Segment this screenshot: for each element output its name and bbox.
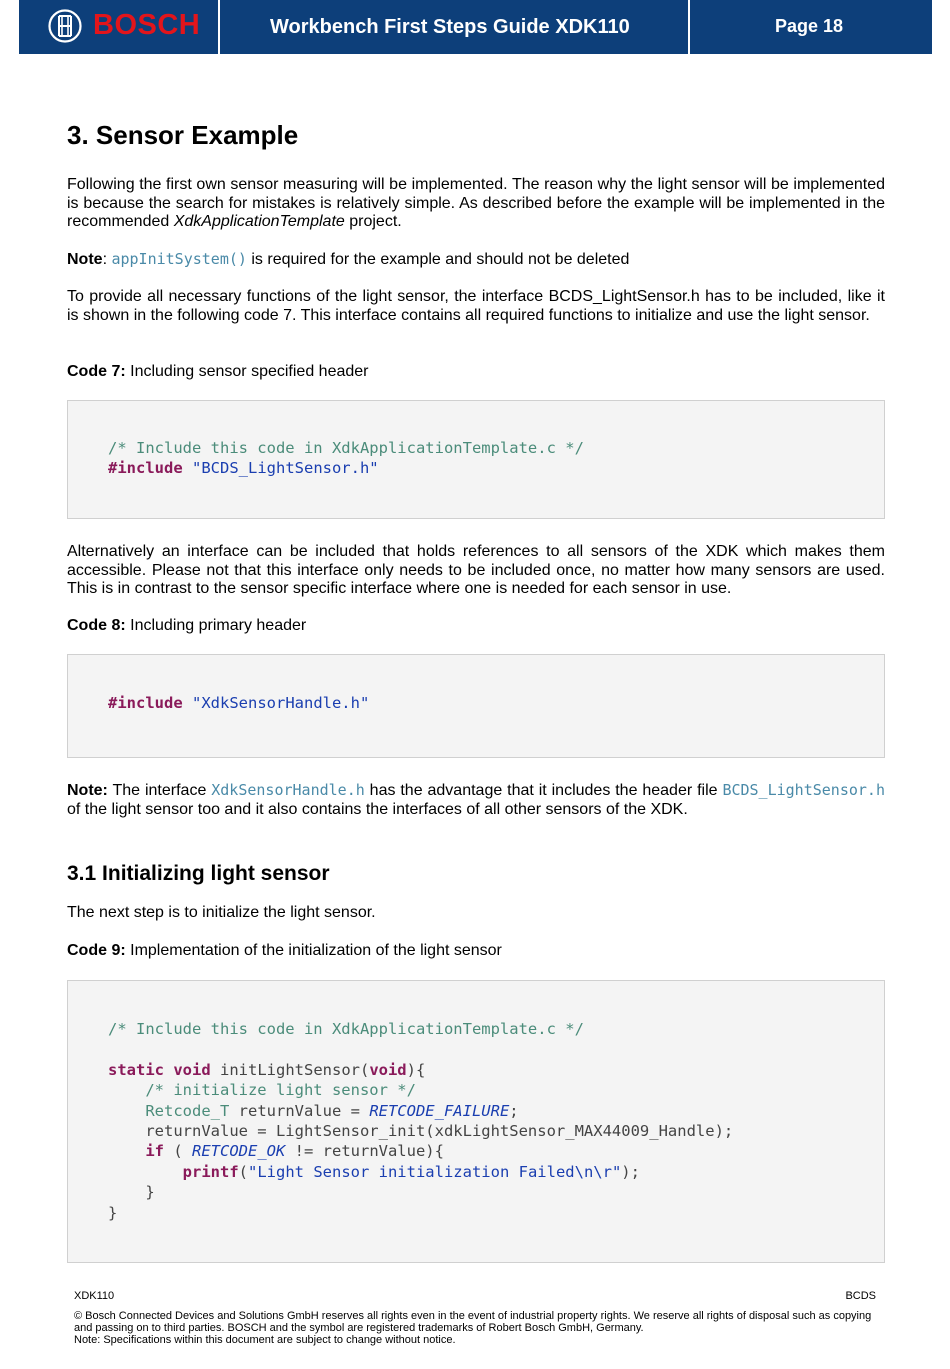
code-keyword: printf [182,1162,239,1181]
code-keyword: void [369,1060,407,1079]
code-constant: RETCODE_FAILURE [369,1101,510,1120]
code8-block [67,654,885,758]
code7-label: Code 7: [67,363,126,380]
code-keyword: static [108,1060,164,1079]
note-text: of the light sensor too and it also contains the interfaces of all other sensors of the XDK. [67,800,688,818]
code-punct: ){ [406,1060,426,1079]
code9-block [67,980,885,1263]
alternative-paragraph [67,543,885,599]
code7-content [108,438,584,479]
document-title: Workbench First Steps Guide XDK110 [270,16,630,38]
alternative-text: Alternatively an interface can be included that holds references to all sensors of the XDK which makes them accessible. Please not that this interface only needs to be included once, no matter how many sensors are used. This is in contrast to the sensor specific interface where one is needed for each sensor in use. [67,543,885,598]
inline-code-sensorhandle: XdkSensorHandle.h [211,781,365,799]
code-string: "Light Sensor initialization Failed\n\r" [248,1162,622,1181]
header-divider [688,0,690,54]
intro-text: Following the first own sensor measuring will be implemented. The reason why the light sensor will be implemented is because the search for mistakes is relatively simple. As described before the example will be implemented in the recommended [67,176,885,231]
code7-caption-text: Including sensor specified header [125,363,369,380]
footer-legal [74,1310,878,1346]
code-comment: /* initialize light sensor */ [145,1081,416,1100]
page-header [19,0,932,54]
interface-text: To provide all necessary functions of the light sensor, the interface BCDS_LightSensor.h has to be included, like it is shown in the following code 7. This interface contains all required functions to initialize and use the light sensor. [67,288,885,324]
code7-caption [67,363,885,382]
code9-label: Code 9: [67,942,126,959]
inline-code-appinit: appInitSystem() [111,250,247,268]
code-punct: } [145,1183,155,1202]
code-punct: ; [509,1101,519,1120]
code-text: returnValue = [229,1101,370,1120]
footer-copyright: © Bosch Connected Devices and Solutions GmbH reserves all rights even in the event of industrial property rights. We reserve all rights of disposal such as copying and passing on to third parties. BOSCH and the symbol are registered trademarks of Robert Bosch GmbH, Germany. [74,1310,872,1334]
code-keyword: #include [108,459,183,478]
note-label: Note: [67,782,108,799]
code-comment: /* Include this code in XdkApplicationTemplate.c */ [108,1020,584,1038]
bosch-logo-icon [48,9,82,43]
section-title: 3. Sensor Example [67,120,299,150]
code8-content [108,693,369,713]
code8-caption [67,617,885,636]
code9-caption [67,942,885,961]
inline-code-lightsensor: BCDS_LightSensor.h [722,781,885,799]
note-appinit [67,250,885,270]
note-label: Note [67,251,103,268]
code-keyword: void [173,1060,211,1079]
interface-paragraph [67,288,885,325]
header-divider [218,0,220,54]
code8-caption-text: Including primary header [125,617,307,634]
note-text: The interface [107,782,212,799]
code-string: "BCDS_LightSensor.h" [192,459,379,478]
code-text: returnValue = LightSensor_init(xdkLightSensor_MAX44009_Handle); [145,1122,734,1141]
intro-text-end: project. [344,213,402,231]
code8-label: Code 8: [67,617,126,634]
code-keyword: #include [108,694,183,712]
init-paragraph [67,904,885,923]
footer-product: XDK110 [74,1290,115,1302]
code9-content [108,1019,733,1223]
template-name: XdkApplicationTemplate [173,213,345,231]
note-sensorhandle [67,781,885,819]
note-separator: : [102,251,112,268]
code-punct: ( [238,1162,248,1181]
footer-company: BCDS [845,1290,876,1302]
code-text: != returnValue){ [285,1142,444,1161]
intro-paragraph [67,176,885,232]
code9-caption-text: Implementation of the initialization of the light sensor [125,942,502,959]
footer-note: Note: Specifications within this document are subject to change without notice. [74,1334,456,1346]
code-comment: /* Include this code in XdkApplicationTemplate.c */ [108,439,584,457]
note-text: is required for the example and should not be deleted [246,251,630,268]
code-function: initLightSensor( [210,1060,370,1079]
page-number: Page 18 [775,16,844,36]
footer-labels [74,1290,876,1302]
note-text: has the advantage that it includes the header file [364,782,723,799]
code-punct: ( [164,1142,192,1161]
subsection-title: 3.1 Initializing light sensor [67,862,330,885]
code-constant: RETCODE_OK [192,1142,286,1161]
code-type: Retcode_T [145,1101,230,1120]
code-punct: } [108,1203,118,1222]
init-text: The next step is to initialize the light sensor. [67,904,376,921]
code-string: "XdkSensorHandle.h" [192,694,370,712]
code-keyword: if [145,1142,164,1161]
code7-block [67,400,885,519]
brand-name: BOSCH [93,9,201,41]
code-punct: ); [621,1162,640,1181]
